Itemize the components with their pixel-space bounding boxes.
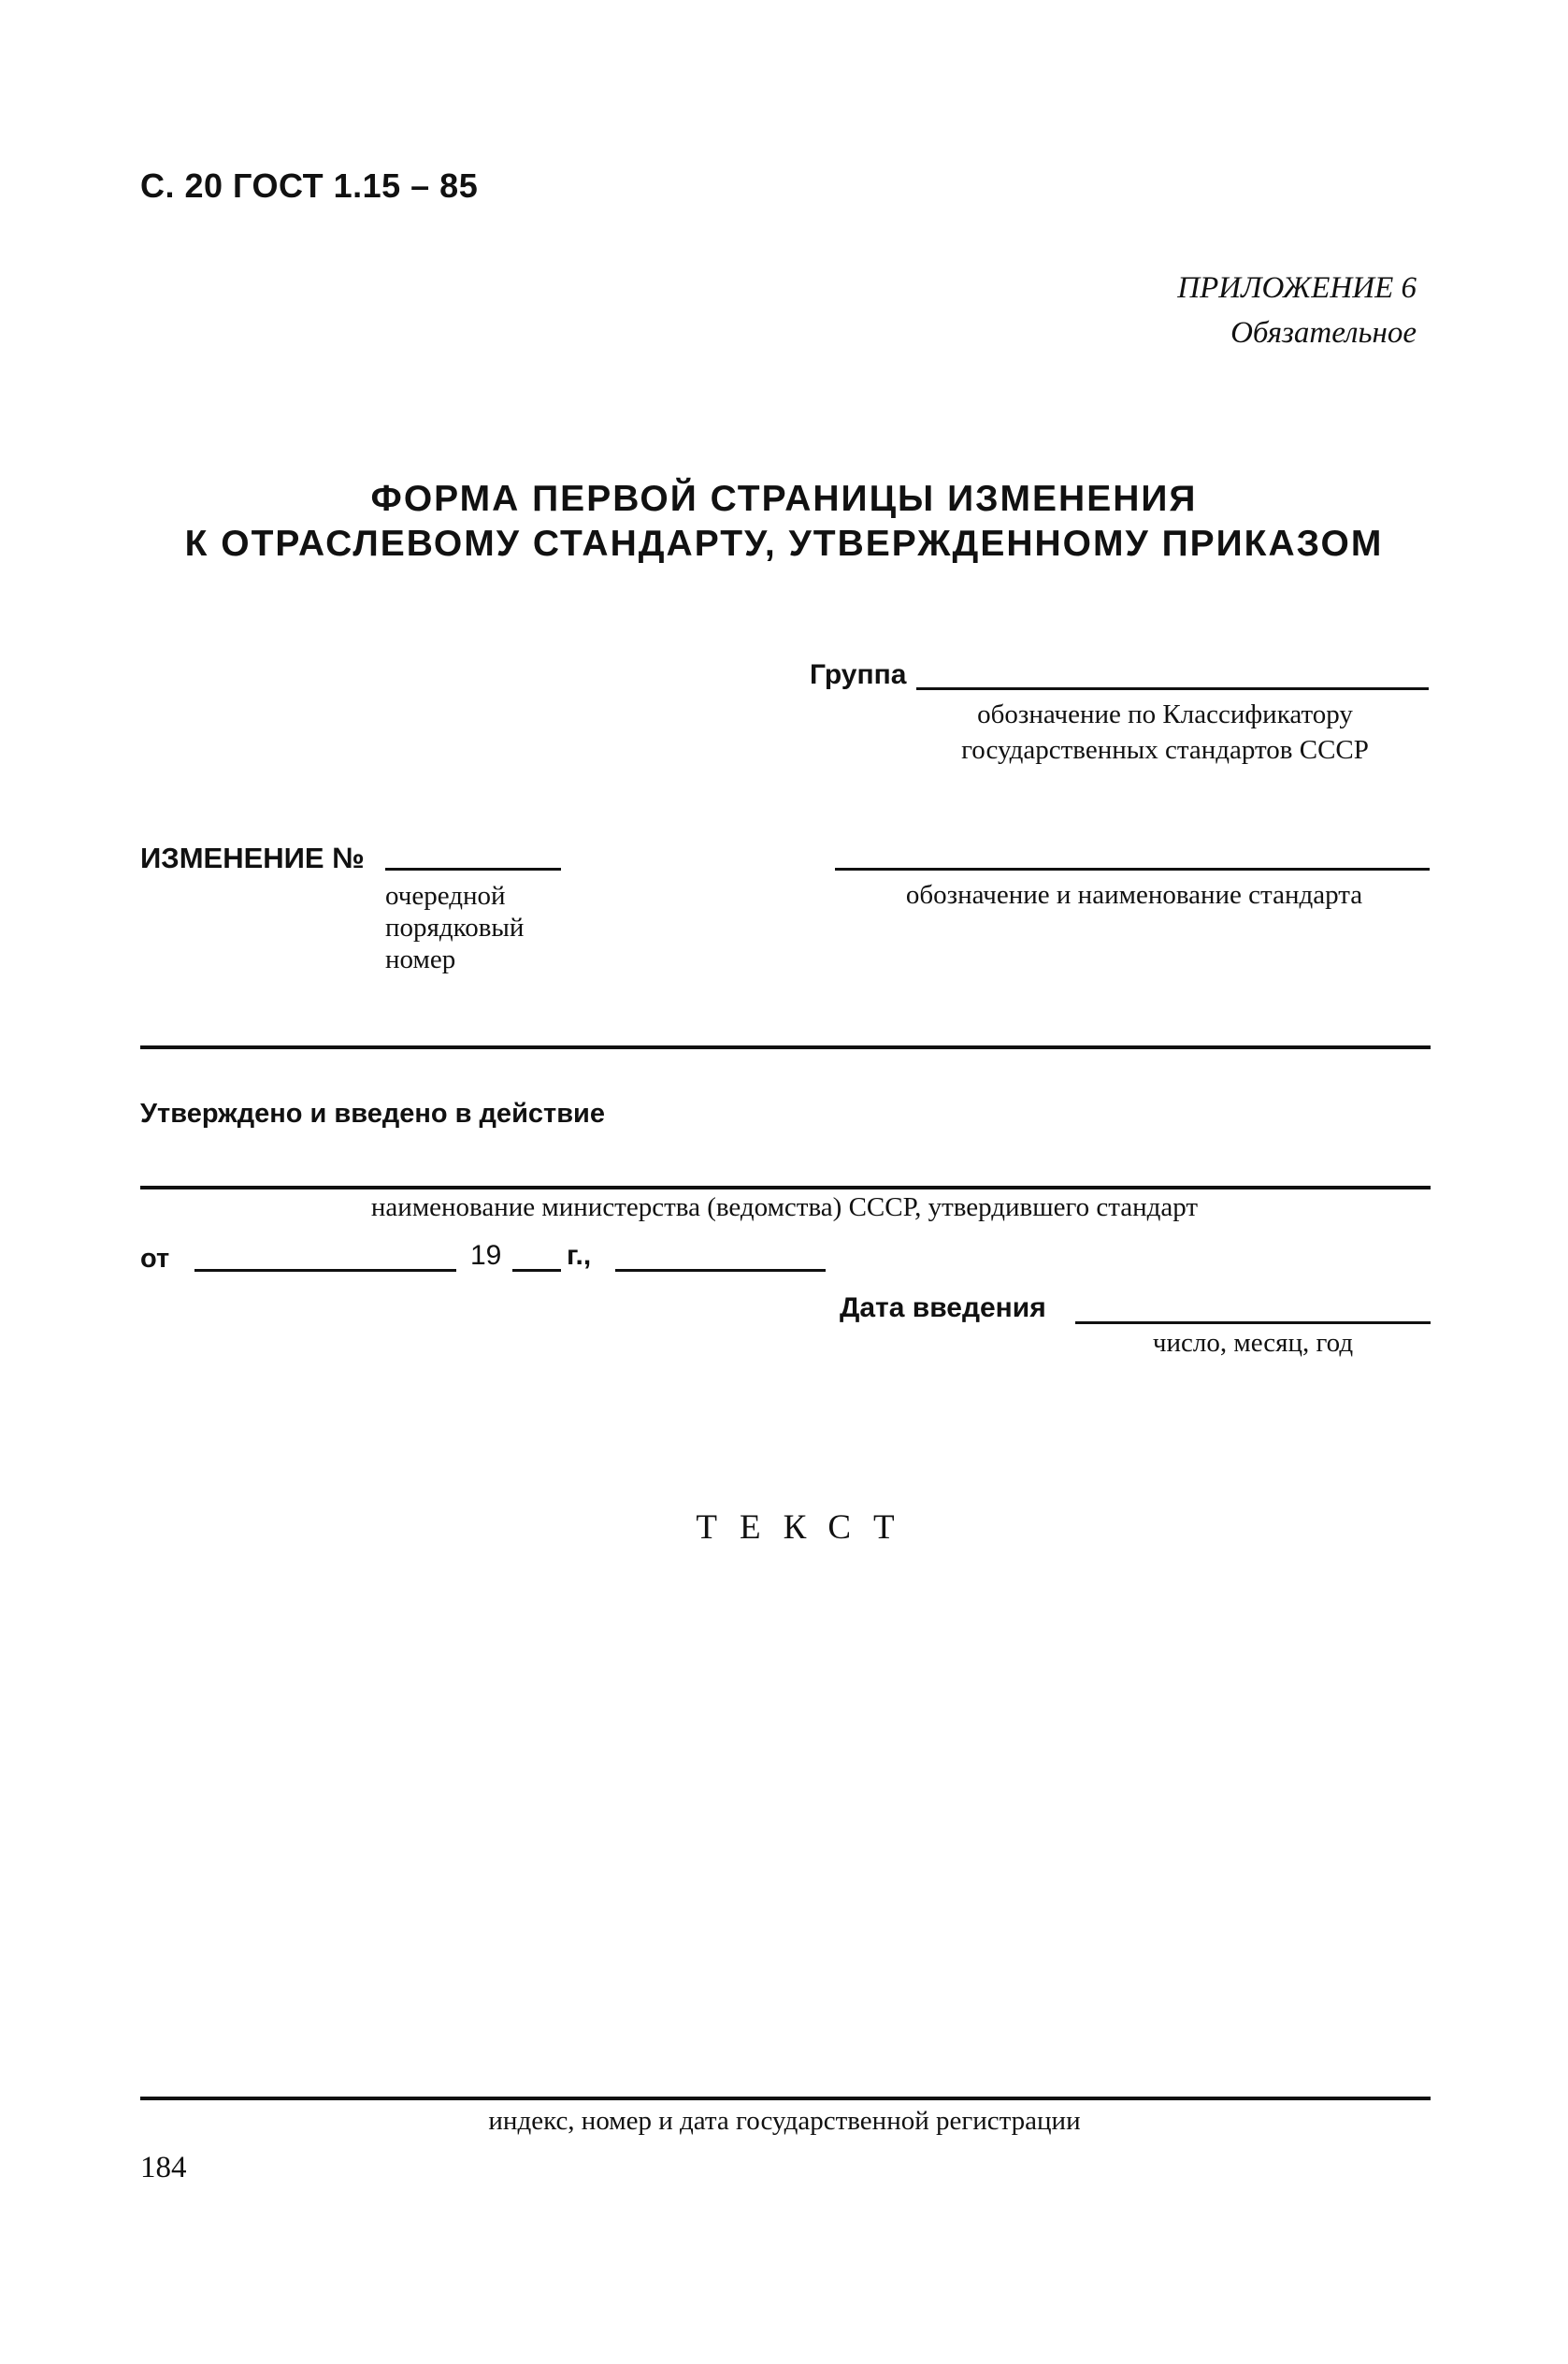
introduction-date-label: Дата введения: [840, 1292, 1046, 1323]
order-number-field-line[interactable]: [615, 1269, 826, 1272]
change-number-field-line[interactable]: [385, 868, 561, 871]
introduction-date-field-line[interactable]: [1075, 1321, 1431, 1324]
year-suffix: г.,: [567, 1240, 592, 1271]
year-field-line[interactable]: [512, 1269, 561, 1272]
appendix-title: ПРИЛОЖЕНИЕ 6: [1177, 271, 1417, 305]
text-heading: ТЕКСТ: [696, 1508, 917, 1547]
section-divider: [140, 1045, 1431, 1049]
group-field-line[interactable]: [916, 687, 1429, 690]
document-reference: С. 20 ГОСТ 1.15 – 85: [140, 166, 479, 205]
ministry-caption: наименование министерства (ведомства) СССР, утвердившего стандарт: [370, 1192, 1199, 1222]
form-title-line-2: К ОТРАСЛЕВОМУ СТАНДАРТУ, УТВЕРЖДЕННОМУ ПРИКАЗОМ: [184, 524, 1384, 564]
form-title-line-1: ФОРМА ПЕРВОЙ СТРАНИЦЫ ИЗМЕНЕНИЯ: [370, 479, 1198, 519]
year-prefix: 19: [470, 1240, 502, 1271]
approved-label: Утверждено и введено в действие: [140, 1099, 606, 1129]
group-caption: обозначение по Классификатору государственных стандартов СССР: [961, 699, 1369, 765]
appendix-status: Обязательное: [1230, 316, 1417, 350]
registration-field-line[interactable]: [140, 2097, 1431, 2100]
introduction-date-caption: число, месяц, год: [1152, 1328, 1354, 1358]
standard-field-line[interactable]: [835, 868, 1430, 871]
group-label: Группа: [810, 659, 907, 690]
change-number-label: ИЗМЕНЕНИЕ №: [140, 842, 365, 874]
change-number-caption: очередной порядковый номер: [385, 881, 525, 974]
approval-day-month-field-line[interactable]: [194, 1269, 456, 1272]
ministry-field-line[interactable]: [140, 1186, 1431, 1189]
from-label: от: [140, 1244, 170, 1274]
page-number: 184: [140, 2151, 187, 2184]
standard-caption: обозначение и наименование стандарта: [905, 880, 1363, 910]
registration-caption: индекс, номер и дата государственной регистрации: [488, 2106, 1081, 2136]
